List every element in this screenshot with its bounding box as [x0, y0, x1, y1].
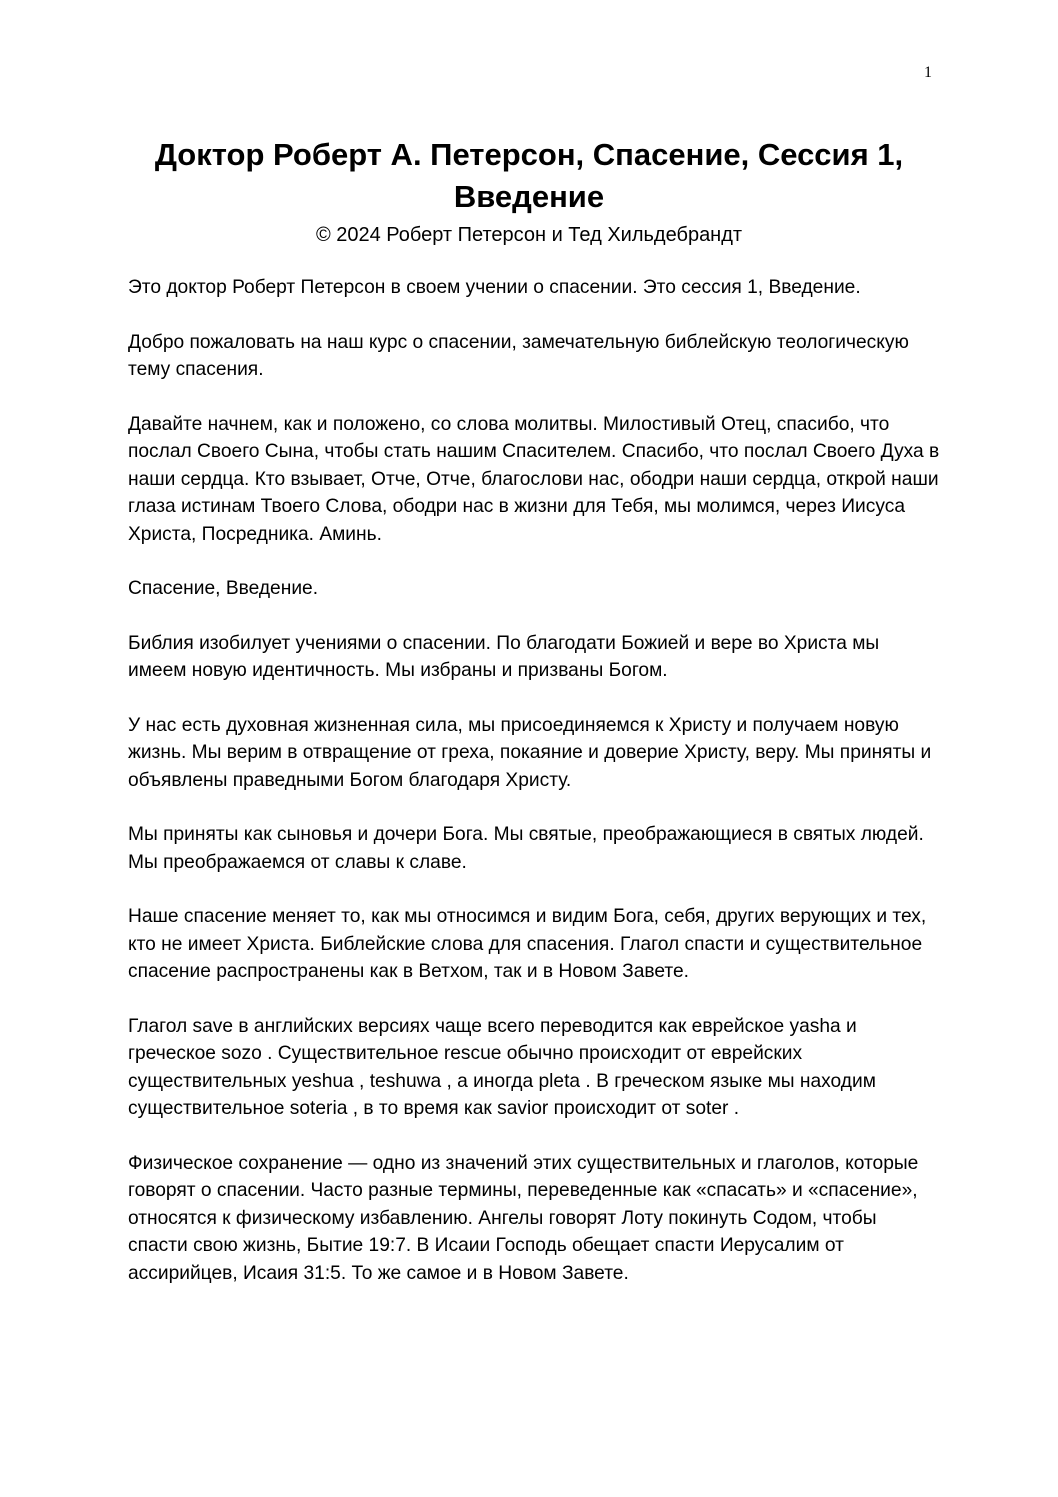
paragraph: Физическое сохранение — одно из значений этих существительных и глаголов, которые говорят о спасении. Часто разные термины, переведенные как «спасать» и «спасение», относятся к физическому избавлению. Ангелы говорят Лоту покинуть Содом, чтобы спасти свою жизнь, Бытие 19:7. В Исаии Господь обещает спасти Иерусалим от ассирийцев, Исаия 31:5. То же самое и в Новом Завете.: [128, 1152, 919, 1284]
document-body: [128, 274, 940, 1314]
paragraph-prayer: Давайте начнем, как и положено, со слова молитвы. Милостивый Отец, спасибо, что послал Своего Сына, чтобы стать нашим Спасителем. Спасибо, что послал Своего Духа в наши сердца. Кто взывает, Отче, Отче, благослови нас, ободри наши сердца, открой наши глаза истинам Твоего Слова, ободри нас в жизни для Тебя, мы молимся, через Иисуса Христа, Посредника. Аминь.: [128, 413, 940, 545]
page-number: 1: [924, 64, 932, 81]
paragraph-section-heading: Спасение, Введение.: [128, 578, 319, 599]
paragraph: Мы приняты как сыновья и дочери Бога. Мы святые, преображающиеся в святых людей. Мы преображаемся от славы к славе.: [128, 824, 924, 873]
paragraph-intro: Это доктор Роберт Петерсон в своем учении о спасении. Это сессия 1, Введение.: [128, 277, 861, 298]
paragraph: Глагол save в английских версиях чаще всего переводится как еврейское yasha и греческое sozo . Существительное rescue обычно происходит от еврейских существительных yeshua , teshuwa , а иногда pleta . В греческом языке мы находим существительное soteria , в то время как savior происходит от soter .: [128, 1015, 876, 1119]
paragraph: Библия изобилует учениями о спасении. По благодати Божией и вере во Христа мы имеем новую идентичность. Мы избраны и призваны Богом.: [128, 632, 880, 681]
document-title: Доктор Роберт А. Петерсон, Спасение, Сессия 1, Введение: [154, 137, 904, 214]
copyright-line: © 2024 Роберт Петерсон и Тед Хильдебрандт: [315, 224, 743, 246]
paragraph: У нас есть духовная жизненная сила, мы присоединяемся к Христу и получаем новую жизнь. Мы верим в отвращение от греха, покаяние и доверие Христу, веру. Мы приняты и объявлены праведными Богом благодаря Христу.: [128, 714, 932, 791]
paragraph: Наше спасение меняет то, как мы относимся и видим Бога, себя, других верующих и тех, кто не имеет Христа. Библейские слова для спасения. Глагол спасти и существительное спасение распространены как в Ветхом, так и в Новом Завете.: [128, 906, 927, 982]
paragraph-welcome: Добро пожаловать на наш курс о спасении, замечательную библейскую теологическую тему спасения.: [128, 331, 909, 380]
